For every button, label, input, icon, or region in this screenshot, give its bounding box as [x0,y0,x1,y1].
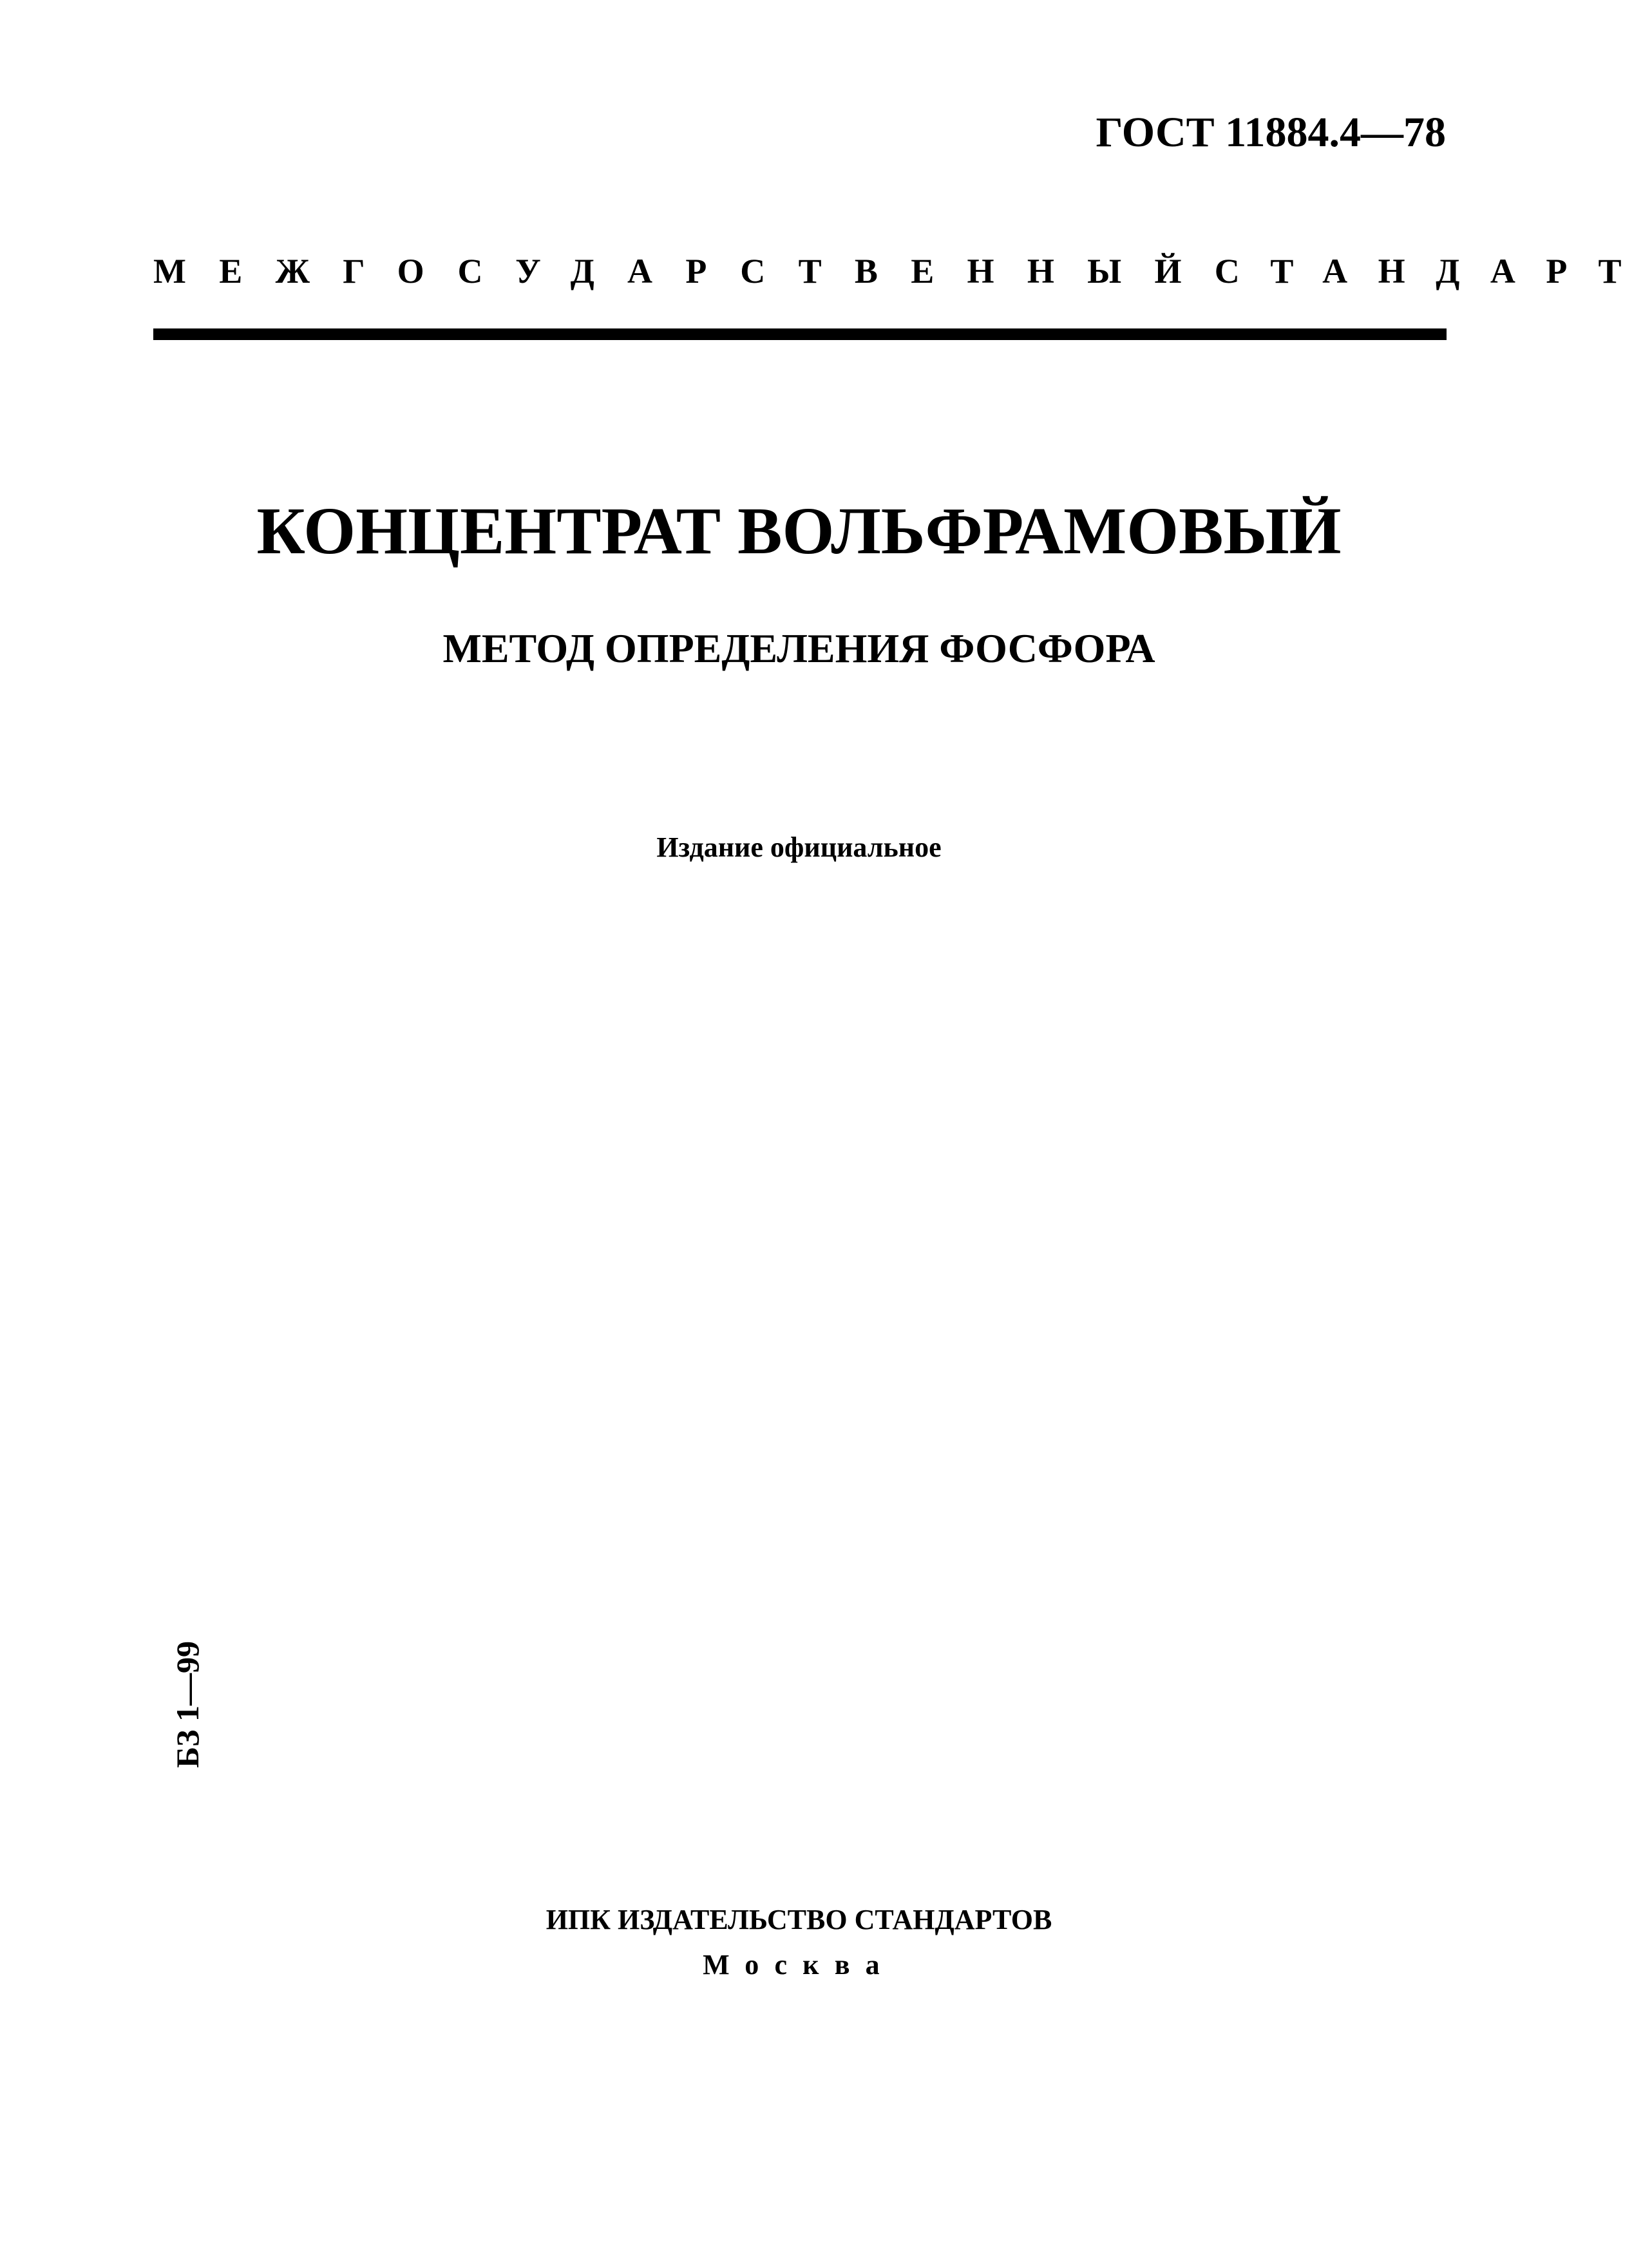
document-title: КОНЦЕНТРАТ ВОЛЬФРАМОВЫЙ [256,494,1342,568]
interstate-standard-heading [153,251,1652,291]
publisher-name: ИПК ИЗДАТЕЛЬСТВО СТАНДАРТОВ [546,1904,1052,1935]
gost-code: ГОСТ 11884.4—78 [1096,109,1446,156]
publisher-city: Москва [703,1949,895,1980]
header-divider [153,328,1447,340]
edition-note: Издание официальное [656,831,942,863]
document-subtitle: МЕТОД ОПРЕДЕЛЕНИЯ ФОСФОРА [442,625,1155,671]
interstate-heading-word-2: СТАНДАРТ [1214,252,1652,290]
side-mark-text: БЗ 1—99 [169,1641,205,1768]
interstate-heading-word-1: МЕЖГОСУДАРСТВЕННЫЙ [153,252,1215,290]
